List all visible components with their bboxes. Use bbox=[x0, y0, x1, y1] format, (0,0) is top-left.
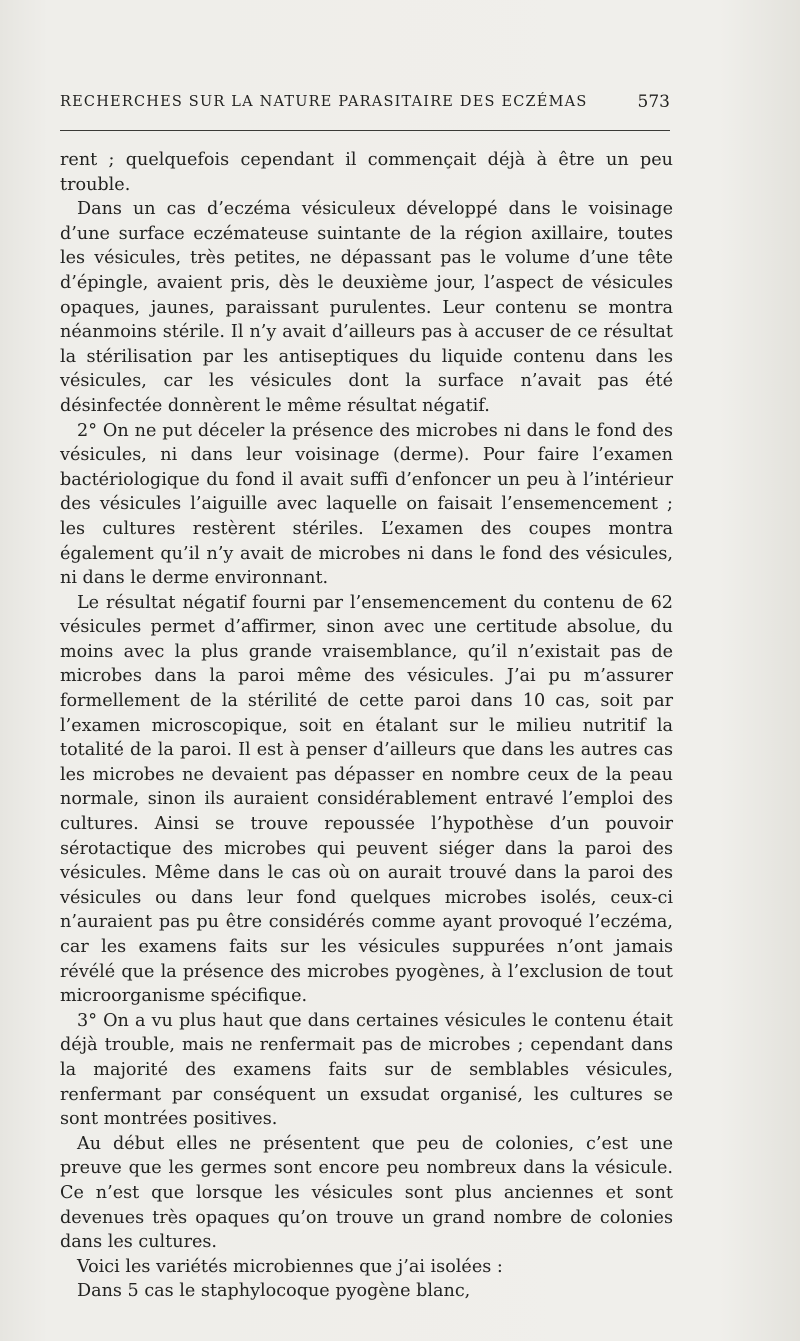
running-title: RECHERCHES SUR LA NATURE PARASITAIRE DES ECZÉMAS bbox=[60, 94, 588, 110]
paragraph: Dans un cas d’eczéma vésiculeux développé dans le voisinage d’une surface eczémateuse suintante de la région axillaire, toutes les vésicules, très petites, ne dépassant pas le volume d’une tête d’épingle, avaient pris, dès le deuxième jour, l’aspect de vésicules opaques, jaunes, paraissant purulentes. Leur contenu se montra néanmoins stérile. Il n’y avait d’ailleurs pas à accuser de ce résultat la stérilisation par les antiseptiques du liquide contenu dans les vésicules, car les vésicules dont la surface n’avait pas été désinfectée donnèrent le même résultat négatif. bbox=[60, 199, 673, 416]
paragraph: 2° On ne put déceler la présence des microbes ni dans le fond des vésicules, ni dans leur voisinage (derme). Pour faire l’examen bactériologique du fond il avait suffi d’enfoncer un peu à l’intérieur des vésicules l’aiguille avec laquelle on faisait l’ensemencement ; les cultures restèrent stériles. L’examen des coupes montra également qu’il n’y avait de microbes ni dans le fond des vésicules, ni dans le derme environnant. bbox=[60, 420, 673, 589]
page-number: 573 bbox=[637, 92, 670, 112]
running-header bbox=[60, 94, 670, 120]
paragraph: Dans 5 cas le staphylocoque pyogène blanc, bbox=[77, 1281, 471, 1302]
header-rule bbox=[60, 130, 670, 131]
paragraph: Au début elles ne présentent que peu de colonies, c’est une preuve que les germes sont encore peu nombreux dans la vésicule. Ce n’est que lorsque les vésicules sont plus anciennes et sont devenues très opaques qu’on trouve un grand nombre de colonies dans les cultures. bbox=[60, 1133, 673, 1253]
paragraph: 3° On a vu plus haut que dans certaines vésicules le contenu était déjà trouble, mais ne renfermait pas de microbes ; cependant dans la majorité des examens faits sur de semblables vésicules, renfermant par conséquent un exsudat organisé, les cultures se sont montrées positives. bbox=[60, 1010, 673, 1130]
paragraph: Voici les variétés microbiennes que j’ai isolées : bbox=[77, 1256, 503, 1277]
body-text bbox=[60, 148, 673, 1304]
paragraph: Le résultat négatif fourni par l’ensemencement du contenu de 62 vésicules permet d’affirmer, sinon avec une certitude absolue, du moins avec la plus grande vraisemblance, qu’il n’existait pas de microbes dans la paroi même des vésicules. J’ai pu m’assurer formellement de la stérilité de cette paroi dans 10 cas, soit par l’examen microscopique, soit en étalant sur le milieu nutritif la totalité de la paroi. Il est à penser d’ailleurs que dans les autres cas les microbes ne devaient pas dépasser en nombre ceux de la peau normale, sinon ils auraient considérablement entravé l’emploi des cultures. Ainsi se trouve repoussée l’hypothèse d’un pouvoir sérotactique des microbes qui peuvent siéger dans la paroi des vésicules. Même dans le cas où on aurait trouvé dans la paroi des vésicules ou dans leur fond quelques microbes isolés, ceux-ci n’auraient pas pu être considérés comme ayant provoqué l’eczéma, car les examens faits sur les vésicules suppurées n’ont jamais révélé que la présence des microbes pyogènes, à l’exclusion de tout microorganisme spécifique. bbox=[60, 592, 673, 1007]
paragraph: rent ; quelquefois cependant il commençait déjà à être un peu trouble. bbox=[60, 150, 673, 195]
